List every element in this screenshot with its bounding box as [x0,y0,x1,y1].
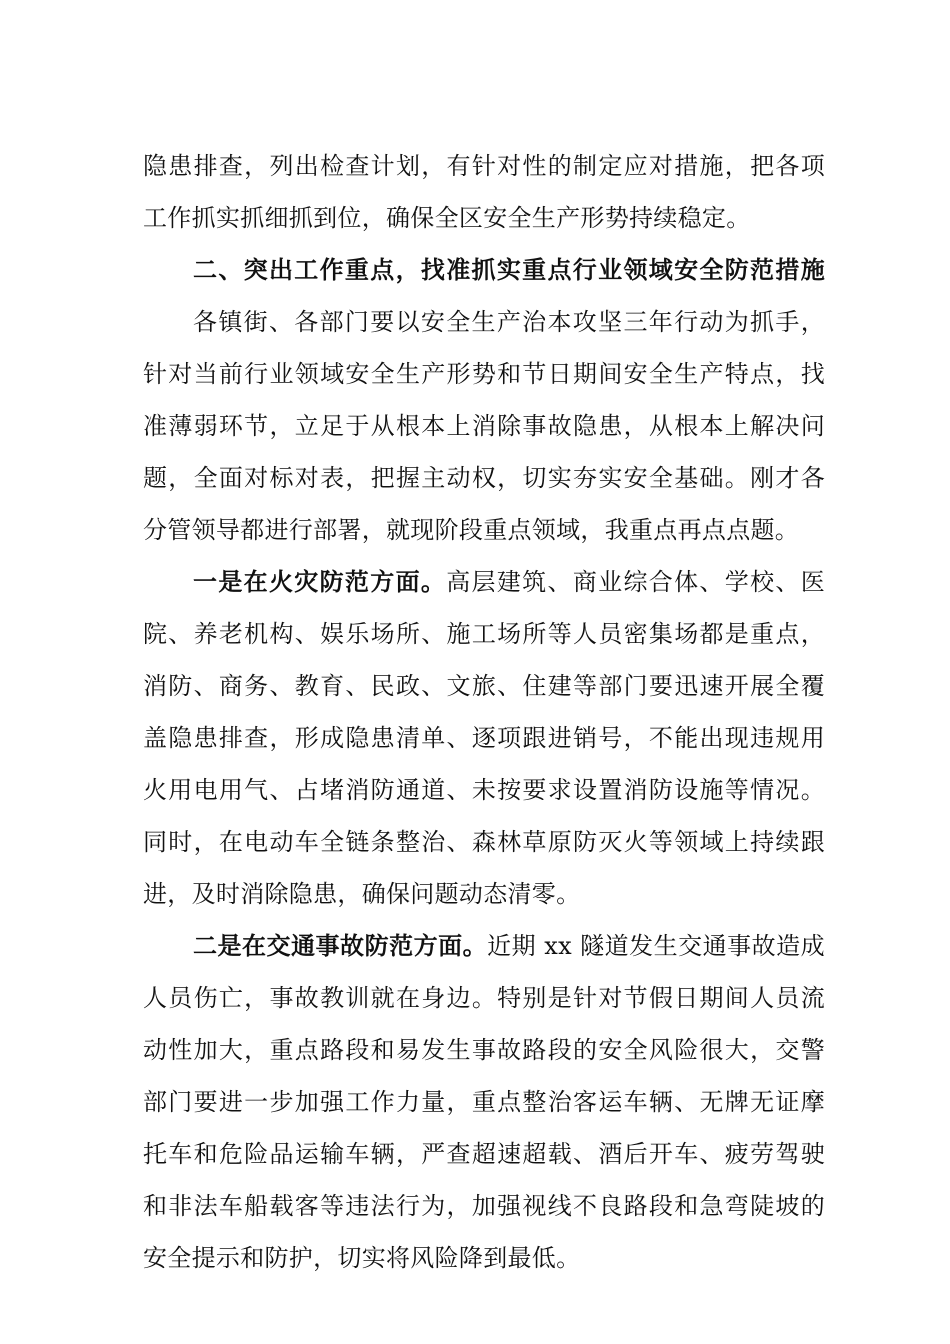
text-line [143,556,825,608]
text-line: 工作抓实抓细抓到位，确保全区安全生产形势持续稳定。 [143,204,751,232]
text-line: 各镇街、各部门要以安全生产治本攻坚三年行动为抓手， [193,308,825,336]
text-line: 部门要进一步加强工作力量，重点整治客运车辆、无牌无证摩 [143,1088,825,1116]
text-line: 火用电用气、占堵消防通道、未按要求设置消防设施等情况。 [143,776,825,804]
line-rest: 近期 xx 隧道发生交通事故造成 [487,932,825,960]
line-rest: 高层建筑、商业综合体、学校、医 [446,568,826,596]
text-line: 盖隐患排查，形成隐患清单、逐项跟进销号，不能出现违规用 [143,724,825,752]
heading-text: 二、突出工作重点，找准抓实重点行业领域安全防范措施 [193,256,825,284]
text-line: 安全提示和防护，切实将风险降到最低。 [143,1244,581,1272]
text-line: 消防、商务、教育、民政、文旅、住建等部门要迅速开展全覆 [143,672,825,700]
paragraph-3-fire-prevention [143,556,825,920]
text-line: 题，全面对标对表，把握主动权，切实夯实安全基础。刚才各 [143,464,825,492]
paragraph-4-traffic-prevention [143,920,825,1284]
text-line: 人员伤亡，事故教训就在身边。特别是针对节假日期间人员流 [143,984,825,1012]
text-line: 进，及时消除隐患，确保问题动态清零。 [143,880,581,908]
text-line: 托车和危险品运输车辆，严查超速超载、酒后开车、疲劳驾驶 [143,1140,825,1168]
text-line: 院、养老机构、娱乐场所、施工场所等人员密集场都是重点， [143,620,825,648]
text-line: 针对当前行业领域安全生产形势和节日期间安全生产特点，找 [143,360,825,388]
text-line: 准薄弱环节，立足于从根本上消除事故隐患，从根本上解决问 [143,412,825,440]
text-line: 分管领导都进行部署，就现阶段重点领域，我重点再点点题。 [143,516,800,544]
text-line: 同时，在电动车全链条整治、森林草原防灭火等领域上持续跟 [143,828,825,856]
section-heading-2 [143,244,825,296]
text-line: 隐患排查，列出检查计划，有针对性的制定应对措施，把各项 [143,152,825,180]
paragraph-1 [143,140,825,244]
text-line: 和非法车船载客等违法行为，加强视线不良路段和急弯陡坡的 [143,1192,825,1220]
text-line [143,920,825,972]
lead-phrase: 二是在交通事故防范方面。 [193,931,488,960]
paragraph-2 [143,296,825,556]
lead-phrase: 一是在火灾防范方面。 [193,567,447,596]
text-line: 动性加大，重点路段和易发生事故路段的安全风险很大，交警 [143,1036,825,1064]
